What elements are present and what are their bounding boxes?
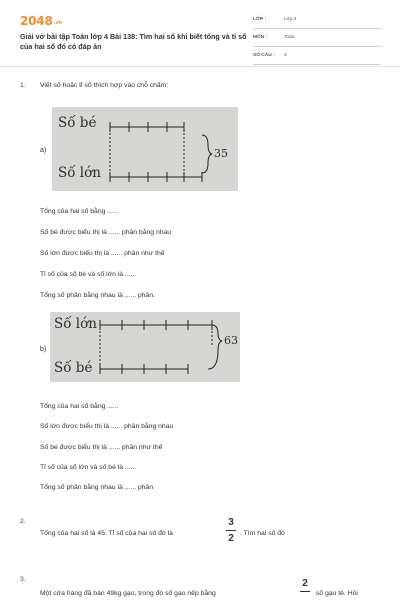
question-3-text-before: Một cửa hàng đã bán 49kg gạo, trong đó số gạo nếp bằng — [40, 590, 216, 597]
question-3-fraction — [300, 578, 310, 594]
question-3-number: 3. — [20, 576, 26, 583]
header-divider — [0, 66, 400, 67]
meta-row-count — [253, 50, 381, 65]
part-a-line-1: Tổng của hai số bằng ...... — [40, 208, 119, 215]
question-1-number: 1. — [20, 82, 26, 89]
part-b-label: b) — [40, 346, 47, 353]
document-header — [0, 0, 400, 66]
part-a-label: a) — [40, 147, 47, 154]
question-2-fraction-denominator: 2 — [228, 533, 234, 544]
part-a-total: 35 — [214, 147, 228, 160]
logo-main: 2048 — [20, 14, 53, 28]
meta-row-grade — [253, 14, 381, 29]
meta-value-subject: Toán — [284, 35, 295, 40]
total-brace — [202, 135, 212, 173]
question-2-text-before: Tổng của hai số là 45. Tỉ số của hai số đó là — [40, 530, 173, 537]
part-a-figure — [52, 107, 238, 191]
document-title: Giải vở bài tập Toán lớp 4 Bài 138: Tìm hai số khi biết tổng và tỉ số của hai số đó có đáp án — [20, 32, 247, 51]
part-b-line-1: Tổng của hai số bằng ...... — [40, 403, 119, 410]
part-b-total: 63 — [224, 334, 238, 347]
part-b-line-4: Tỉ số của số lớn và số bé là ...... — [40, 464, 137, 471]
question-2-fraction-numerator: 3 — [228, 517, 234, 528]
question-1-prompt: Viết số hoặc tỉ số thích hợp vào chỗ chấm: — [40, 82, 169, 89]
meta-label-subject: MÔN : — [253, 35, 268, 40]
part-b-figure — [50, 312, 240, 382]
fraction-bar — [226, 530, 236, 531]
part-a-top-word: Số bé — [58, 115, 97, 131]
total-brace — [208, 325, 222, 369]
site-logo[interactable] — [20, 14, 62, 28]
question-3-text-after: số gạo tẻ. Hỏi — [316, 590, 358, 597]
part-b-line-3: Số bé được biểu thị là ...... phần như thế — [40, 444, 163, 451]
question-3-fraction-numerator: 2 — [302, 578, 308, 589]
logo-suffix: .vn — [53, 20, 62, 26]
fraction-bar — [300, 591, 310, 592]
part-a-line-3: Số lớn được biểu thị là ...... phần như thế — [40, 250, 165, 257]
question-2-number: 2. — [20, 518, 26, 525]
meta-row-subject — [253, 32, 381, 47]
part-a-line-4: Tỉ số của số bé và số lớn là ...... — [40, 271, 137, 278]
meta-label-grade: LỚP : — [253, 17, 267, 22]
meta-panel — [253, 14, 381, 68]
meta-value-count: 3 — [284, 53, 287, 58]
meta-label-count: SỐ CÂU : — [253, 53, 275, 58]
part-a-bottom-word: Số lớn — [58, 165, 101, 181]
part-b-bottom-word: Số bé — [54, 360, 93, 376]
part-b-line-5: Tổng số phần bằng nhau là ...... phần — [40, 484, 153, 491]
part-b-line-2: Số lớn được biểu thị là ...... phần bằng nhau — [40, 423, 174, 430]
question-2-fraction — [226, 517, 236, 544]
question-2-text-after: . Tìm hai số đó — [240, 530, 285, 537]
part-a-line-2: Số bé được biểu thị là ...... phần bằng nhau — [40, 229, 172, 236]
part-b-top-word: Số lớn — [54, 316, 97, 332]
part-a-line-5: Tổng số phần bằng nhau là ...... phần. — [40, 292, 155, 299]
meta-value-grade: Lớp 4 — [284, 17, 297, 22]
